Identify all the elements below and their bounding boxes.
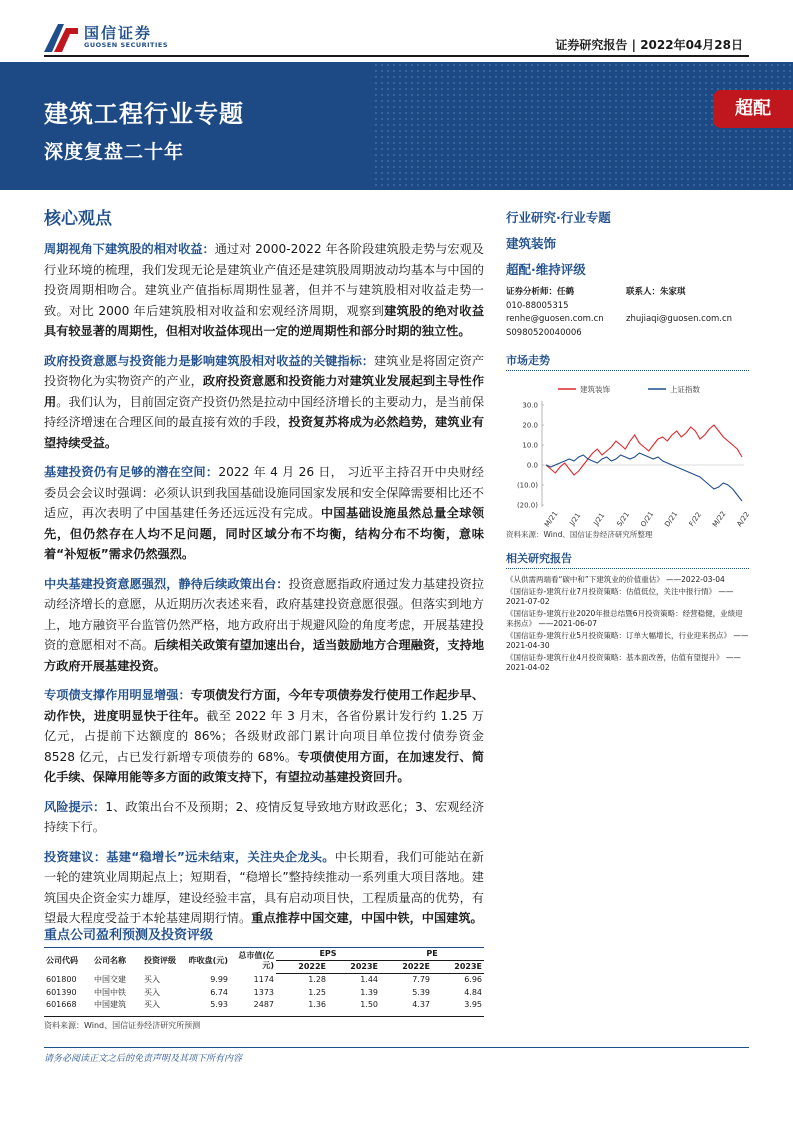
cell-code: 601390	[46, 987, 77, 997]
y-tick-label: 20.0	[522, 421, 538, 430]
cell-price: 5.93	[210, 1000, 228, 1009]
industry-label: 行业研究·行业专题	[506, 210, 611, 225]
cell-rating: 买入	[144, 974, 160, 984]
cell-pe-2023: 4.84	[464, 987, 482, 997]
cell-mcap: 1373	[253, 987, 274, 997]
paragraph-bold: 后续相关政策有望加速出台，适当鼓励地方合理融资，支持地方政府开展基建投资。	[44, 638, 485, 673]
chart-source: 资料来源：Wind、国信证券经济研究所整理	[506, 530, 653, 539]
paragraph-bold: 投资复苏将成为必然趋势，建筑业有望持续受益。	[44, 415, 485, 450]
paragraph-bold: 重点推荐中国交建，中国中铁，中国建筑。	[251, 911, 483, 925]
paragraph-risk	[44, 797, 484, 838]
cell-eps-2023: 1.50	[360, 1000, 378, 1009]
related-report-item[interactable]: 《国信证券-建筑行业4月投资策略：基本面改善，估值有望提升》 ——2021-04-02	[506, 652, 741, 672]
forecast-source: 资料来源：Wind、国信证券经济研究所预测	[44, 1016, 484, 1031]
report-meta	[555, 36, 743, 53]
header-pe: PE	[380, 948, 484, 961]
paragraph-lead: 专项债支撑作用明显增强：	[44, 688, 191, 702]
paragraph-text: 1、政策出台不及预期；2、疫情反复导致地方财政恶化；3、宏观经济持续下行。	[44, 799, 485, 834]
paragraph-cycle	[44, 239, 484, 342]
report-subtitle: 深度复盘二十年	[44, 141, 185, 163]
cell-code: 601668	[46, 1000, 77, 1009]
forecast-title: 重点公司盈利预测及投资评级	[44, 924, 484, 948]
analyst-primary	[506, 286, 604, 340]
analyst-info	[506, 286, 749, 342]
cell-eps-2022: 1.28	[308, 975, 326, 984]
related-report-item[interactable]: 《国信证券-建筑行业7月投资策略：估值低位，关注中报行情》 ——2021-07-02	[506, 586, 734, 606]
paragraph-central	[44, 574, 484, 677]
paragraph-lead: 中央基建投资意愿强烈，静待后续政策出台：	[44, 576, 289, 591]
paragraph-bold: 专项债发行方面，今年专项债券发行使用工作起步早、动作快，进度明显快于往年。	[44, 688, 485, 723]
forecast-section	[44, 924, 484, 1031]
header-eps-2022: 2022E	[276, 961, 328, 974]
cell-eps-2022: 1.25	[308, 987, 326, 997]
market-chart-svg	[506, 377, 752, 529]
cell-pe-2022: 4.37	[412, 1000, 430, 1009]
y-tick-label: (20.0)	[516, 501, 538, 510]
related-reports-title: 相关研究报告	[506, 550, 749, 569]
cell-price: 6.74	[210, 987, 228, 997]
y-tick-label: 10.0	[522, 441, 538, 450]
x-tick-label: S/21	[615, 510, 632, 529]
paragraph-lead: 基建投资仍有足够的潜在空间：	[44, 465, 219, 479]
logo-english: GUOSEN SECURITIES	[84, 41, 169, 49]
paragraph-lead: 风险提示：	[44, 799, 106, 814]
cell-pe-2023: 3.95	[464, 1000, 482, 1009]
paragraph-bold: 中国基础设施虽然总量全球领先，但仍然存在人均不足问题，同时区域分布不均衡，结构分布不均衡，意味着“补短板”需求仍然强烈。	[44, 506, 485, 561]
paragraph-lead: 投资建议：基建“稳增长”远未结束，关注央企龙头。	[44, 849, 335, 864]
report-type: 证券研究报告	[555, 38, 628, 52]
paragraph-lead: 政府投资意愿与投资能力是影响建筑股相对收益的关键指标：	[44, 353, 375, 368]
cell-name: 中国中铁	[94, 987, 126, 997]
logo-name: 国信证券	[84, 24, 153, 42]
paragraph-bold: 建筑股的绝对收益具有较显著的周期性，但相对收益体现出一定的逆周期性和部分时期的独立性。	[44, 303, 485, 338]
x-tick-label: D/21	[663, 510, 680, 529]
y-tick-label: 0.0	[526, 461, 538, 470]
company-logo	[44, 22, 194, 56]
cell-eps-2023: 1.39	[360, 987, 378, 997]
report-date: 2022年04月28日	[640, 38, 743, 52]
paragraph-lead: 周期视角下建筑股的相对收益：	[44, 242, 215, 256]
report-title: 建筑工程行业专题	[44, 100, 244, 128]
paragraph-special-bonds	[44, 685, 484, 788]
legend-label: 上证指数	[670, 385, 700, 394]
x-tick-label: M/21	[543, 509, 560, 529]
header-code: 公司代码	[46, 955, 78, 965]
header-rating: 投资评级	[144, 955, 176, 965]
header-price: 昨收盘(元)	[188, 955, 228, 965]
cell-eps-2022: 1.36	[308, 1000, 326, 1009]
sector-label: 建筑装饰	[506, 236, 557, 251]
contact-name: 联系人：朱家琪	[626, 287, 686, 297]
paragraph-advice	[44, 847, 484, 929]
paragraph-bold: 专项债使用方面，在加速发行、简化手续、保障用能等多方面的政策支持下，有望拉动基建投资回升。	[44, 749, 485, 784]
y-tick-label: (10.0)	[516, 481, 538, 490]
cell-mcap: 2487	[253, 1000, 274, 1009]
table-row	[44, 974, 484, 987]
table-row	[44, 987, 484, 1000]
x-tick-label: J/21	[592, 511, 607, 528]
cell-code: 601800	[46, 974, 77, 984]
x-tick-label: F/22	[687, 510, 703, 528]
cell-rating: 买入	[144, 987, 160, 997]
forecast-table	[44, 948, 484, 1012]
core-views-title: 核心观点	[44, 209, 112, 229]
cell-name: 中国建筑	[94, 1000, 126, 1009]
cell-pe-2023: 6.96	[464, 975, 482, 984]
cell-price: 9.99	[210, 974, 228, 984]
table-header-row	[44, 948, 484, 961]
legend-label: 建筑装饰	[580, 385, 610, 394]
contact-email[interactable]: zhujiaqi@guosen.com.cn	[626, 314, 733, 324]
x-tick-label: O/21	[639, 510, 656, 529]
market-trend-title: 市场走势	[506, 352, 749, 371]
x-tick-label: J/21	[568, 511, 583, 528]
core-views	[44, 204, 484, 938]
header-name: 公司名称	[94, 955, 126, 965]
series-line	[546, 425, 742, 475]
paragraph-bold: 政府投资意愿和投资能力对建筑业发展起到主导性作用	[44, 374, 485, 409]
x-tick-label: M/22	[711, 509, 728, 529]
paragraph-text: 。我们认为，目前固定资产投资仍然是拉动中国经济增长的主要动力，是当前保持经济增速在合理区间的最直接有效的手段，	[44, 394, 485, 429]
related-report-item[interactable]: 《国信证券-建筑行业2020年报总结暨6月投资策略：经营稳健，业绩迎来拐点》 ——2021-06-07	[506, 608, 743, 628]
title-banner	[0, 62, 793, 190]
y-tick-label: 30.0	[522, 401, 538, 410]
related-report-item[interactable]: 《国信证券-建筑行业5月投资策略：订单大幅增长，行业迎来拐点》 ——2021-04-30	[506, 630, 749, 650]
analyst-name: 证券分析师：任鹤	[506, 287, 575, 297]
paragraph-text: 通过对 2000-2022 年各阶段建筑股走势与宏观及行业环境的梳理，我们发现无论是建筑业产值还是建筑股周期波动均基本与中国的投资周期相吻合。建筑业产值指标周期性显著，但并不与建筑股相对收益走势一致。对比 2000 年后建筑股相对收益和宏观经济周期，观察到	[44, 242, 484, 318]
header-pe-2023: 2023E	[432, 961, 484, 974]
cell-rating: 买入	[144, 1000, 160, 1009]
rating-badge: 超配	[713, 90, 793, 128]
analyst-contact	[626, 286, 732, 327]
cell-eps-2023: 1.44	[360, 975, 378, 984]
paragraph-government	[44, 351, 484, 454]
sidebar	[506, 208, 752, 675]
analyst-cert: S0980520040006	[506, 327, 582, 338]
paragraph-text: 中长期看，我们可能站在新一轮的建筑业周期起点上；短期看，“稳增长”整持续推动一系列重大项目落地。建筑国央企资金实力雄厚，建设经验丰富，具有启动项目快，工程质量高的优势，有望最大程度受益于本轮基建周期行情。	[44, 849, 484, 925]
header-divider	[44, 55, 749, 57]
header-eps: EPS	[276, 948, 380, 961]
cell-pe-2022: 7.79	[412, 975, 430, 984]
paragraph-infrastructure	[44, 462, 484, 565]
x-tick-label: A/22	[735, 510, 752, 529]
series-line	[546, 453, 742, 501]
paragraph-text: 建筑业是将固定资产投资物化为实物资产的产业，	[44, 353, 485, 388]
cell-name: 中国交建	[94, 974, 126, 984]
footer-divider	[44, 1047, 749, 1048]
page-header	[0, 0, 793, 60]
paragraph-text: 截至 2022 年 3 月末，各省份累计发行约 1.25 万亿元，占提前下达额度的 86%；各级财政部门累计向项目单位拨付债券资金 8528 亿元，占已发行新增专项债券的 68%。	[44, 708, 484, 764]
disclaimer: 请务必阅读正文之后的免责声明及其项下所有内容	[44, 1054, 243, 1064]
sector-rating: 超配·维持评级	[506, 262, 586, 277]
header-pe-2022: 2022E	[380, 961, 432, 974]
analyst-phone: 010-88005315	[506, 300, 569, 311]
logo-mark-icon	[44, 24, 78, 52]
market-chart	[506, 377, 752, 529]
meta-separator: |	[631, 38, 641, 52]
paragraph-text: 2022 年 4 月 26 日， 习近平主持召开中央财经委员会会议时强调：必须认识到我国基础设施同国家发展和安全保障需要相比还不适应，再次表明了中国基建任务还远远没有完成。	[44, 465, 484, 520]
cell-pe-2022: 5.39	[412, 987, 430, 997]
related-report-item[interactable]: 《从供需两端看“碳中和”下建筑业的价值重估》 ——2022-03-04	[506, 575, 725, 584]
cell-mcap: 1174	[253, 974, 274, 984]
paragraph-text: 投资意愿指政府通过发力基建投资拉动经济增长的意愿，从近期历次表述来看，政府基建投资意愿很强。但落实到地方上，地方融资平台监管仍然严格，地方政府出于规避风险的角度考虑，开展基建投资的意愿相对不高。	[44, 576, 485, 652]
table-row	[44, 999, 484, 1012]
header-mcap: 总市值(亿元)	[238, 950, 274, 970]
header-eps-2023: 2023E	[328, 961, 380, 974]
related-reports-list	[506, 575, 749, 674]
analyst-email[interactable]: renhe@guosen.com.cn	[506, 314, 604, 324]
